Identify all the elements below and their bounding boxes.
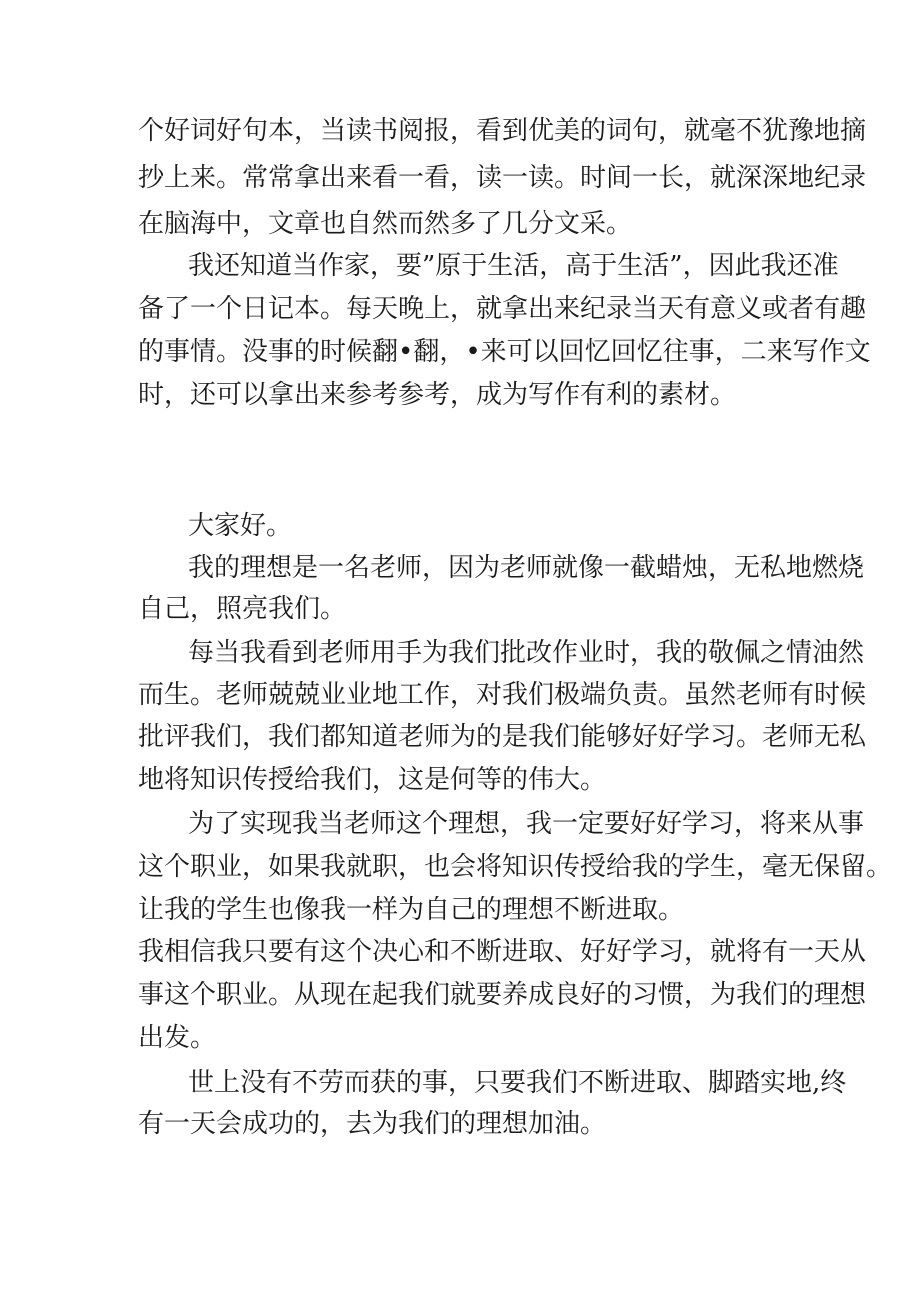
paragraph-line: 我还知道当作家，要”原于生活，高于生活”，因此我还准 [188, 251, 839, 281]
paragraph-line: 抄上来。常常拿出来看一看，读一读。时间一长，就深深地纪录 [138, 163, 867, 193]
paragraph-line: 让我的学生也像我一样为自己的理想不断进取。 [138, 895, 685, 925]
paragraph-line: 时，还可以拿出来参考参考，成为写作有利的素材。 [138, 380, 737, 410]
paragraph-line: 出发。 [138, 1023, 217, 1053]
paragraph-line: 自己，照亮我们。 [138, 594, 347, 624]
paragraph-line: 我相信我只要有这个决心和不断进取、好好学习，就将有一天从 [138, 937, 867, 967]
paragraph-line: 事这个职业。从现在起我们就要养成良好的习惯，为我们的理想 [138, 980, 867, 1010]
paragraph-line: 世上没有不劳而获的事，只要我们不断进取、脚踏实地,终 [188, 1068, 847, 1098]
paragraph-line: 备了一个日记本。每天晚上，就拿出来纪录当天有意义或者有趣 [138, 294, 867, 324]
paragraph-line: 为了实现我当老师这个理想，我一定要好好学习，将来从事 [188, 809, 865, 839]
paragraph-line: 大家好。 [188, 511, 293, 541]
paragraph-line: 而生。老师兢兢业业地工作，对我们极端负责。虽然老师有时候 [138, 680, 867, 710]
paragraph-line: 的事情。没事的时候翻•翻，•来可以回忆回忆往事，二来写作文 [138, 337, 871, 367]
paragraph-line: 有一天会成功的，去为我们的理想加油。 [138, 1109, 607, 1139]
paragraph-line: 这个职业，如果我就职，也会将知识传授给我的学生，毫无保留。 [138, 852, 893, 882]
paragraph-line: 我的理想是一名老师，因为老师就像一截蜡烛，无私地燃烧 [188, 553, 865, 583]
paragraph-line: 每当我看到老师用手为我们批改作业时，我的敬佩之情油然 [188, 638, 865, 668]
paragraph-line: 在脑海中，文章也自然而然多了几分文采。 [138, 209, 633, 239]
paragraph-line: 批评我们，我们都知道老师为的是我们能够好好学习。老师无私 [138, 722, 867, 752]
paragraph-line: 个好词好句本，当读书阅报，看到优美的词句，就毫不犹豫地摘 [138, 116, 867, 146]
paragraph-line: 地将知识传授给我们，这是何等的伟大。 [138, 765, 607, 795]
